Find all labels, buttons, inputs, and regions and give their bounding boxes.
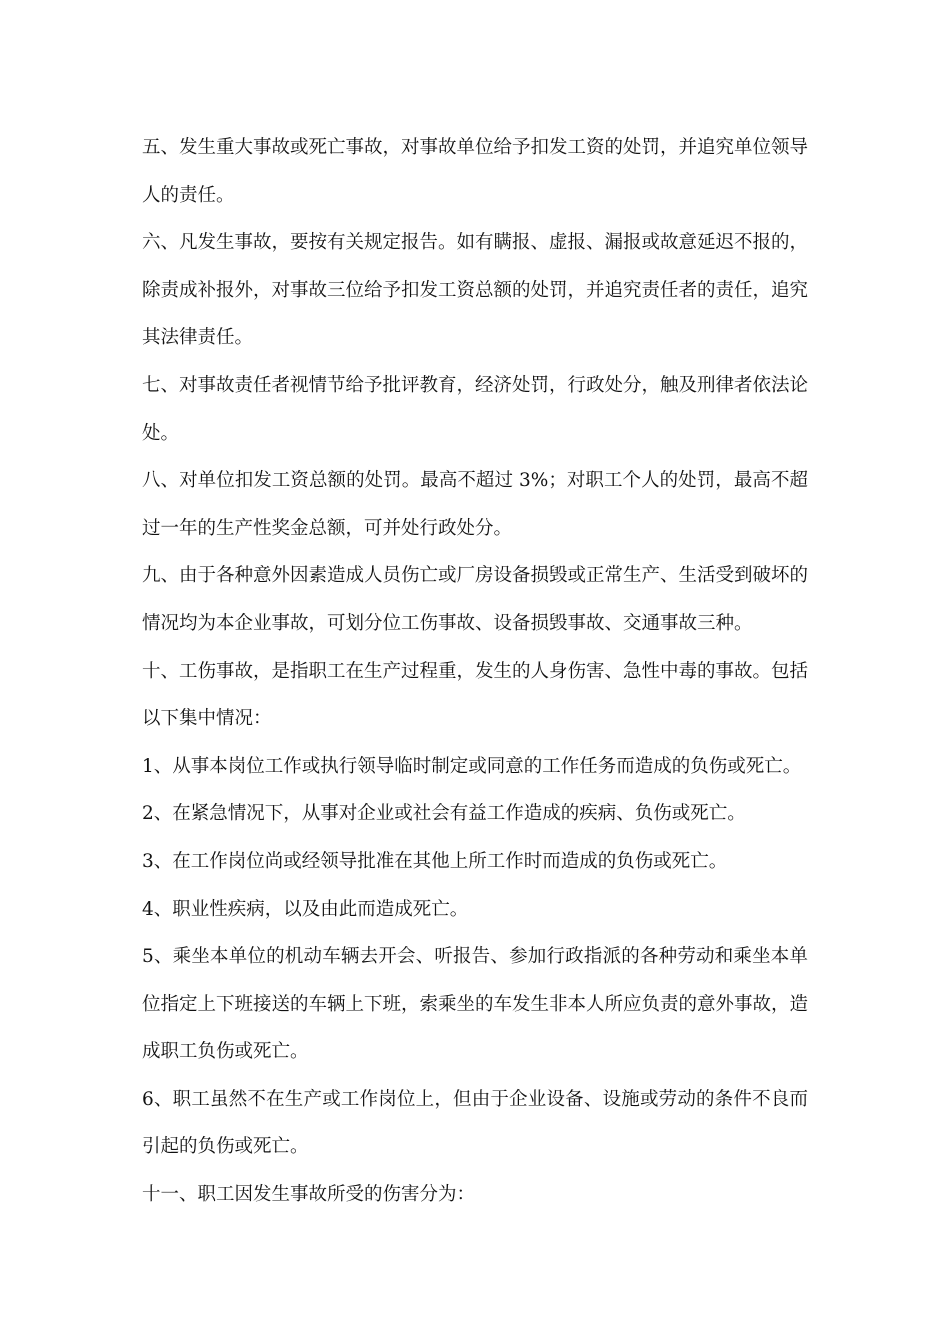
- list-item-4: 4、职业性疾病，以及由此而造成死亡。: [142, 898, 469, 920]
- paragraph-eight: 八、对单位扣发工资总额的处罚。最高不超过 3%；对职工个人的处罚，最高不超过一年的生产性奖金总额，可并处行政处分。: [142, 470, 808, 539]
- paragraph-five: 五、发生重大事故或死亡事故，对事故单位给予扣发工资的处罚，并追究单位领导人的责任。: [142, 137, 809, 206]
- paragraph-eleven: 十一、职工因发生事故所受的伤害分为：: [142, 1184, 476, 1206]
- paragraph-six: 六、凡发生事故，要按有关规定报告。如有瞒报、虚报、漏报或故意延迟不报的，除责成补报外，对事故三位给予扣发工资总额的处罚，并追究责任者的责任，追究其法律责任。: [142, 232, 809, 349]
- paragraph-ten: 十、工伤事故，是指职工在生产过程重，发生的人身伤害、急性中毒的事故。包括以下集中情况：: [142, 660, 809, 730]
- paragraph-seven: 七、对事故责任者视情节给予批评教育，经济处罚，行政处分，触及刑律者依法论处。: [142, 374, 809, 444]
- list-item-2: 2、在紧急情况下，从事对企业或社会有益工作造成的疾病、负伤或死亡。: [142, 803, 746, 825]
- list-item-6: 6、职工虽然不在生产或工作岗位上，但由于企业设备、设施或劳动的条件不良而引起的负伤或死亡。: [142, 1088, 808, 1158]
- document-body: [142, 124, 808, 1219]
- list-item-1: 1、从事本岗位工作或执行领导临时制定或同意的工作任务而造成的负伤或死亡。: [142, 755, 802, 777]
- list-item-3: 3、在工作岗位尚或经领导批准在其他上所工作时而造成的负伤或死亡。: [142, 850, 728, 872]
- list-item-5: 5、乘坐本单位的机动车辆去开会、听报告、参加行政指派的各种劳动和乘坐本单位指定上下班接送的车辆上下班，索乘坐的车发生非本人所应负责的意外事故，造成职工负伤或死亡。: [142, 946, 809, 1063]
- paragraph-nine: 九、由于各种意外因素造成人员伤亡或厂房设备损毁或正常生产、生活受到破坏的情况均为本企业事故，可划分位工伤事故、设备损毁事故、交通事故三种。: [142, 565, 809, 634]
